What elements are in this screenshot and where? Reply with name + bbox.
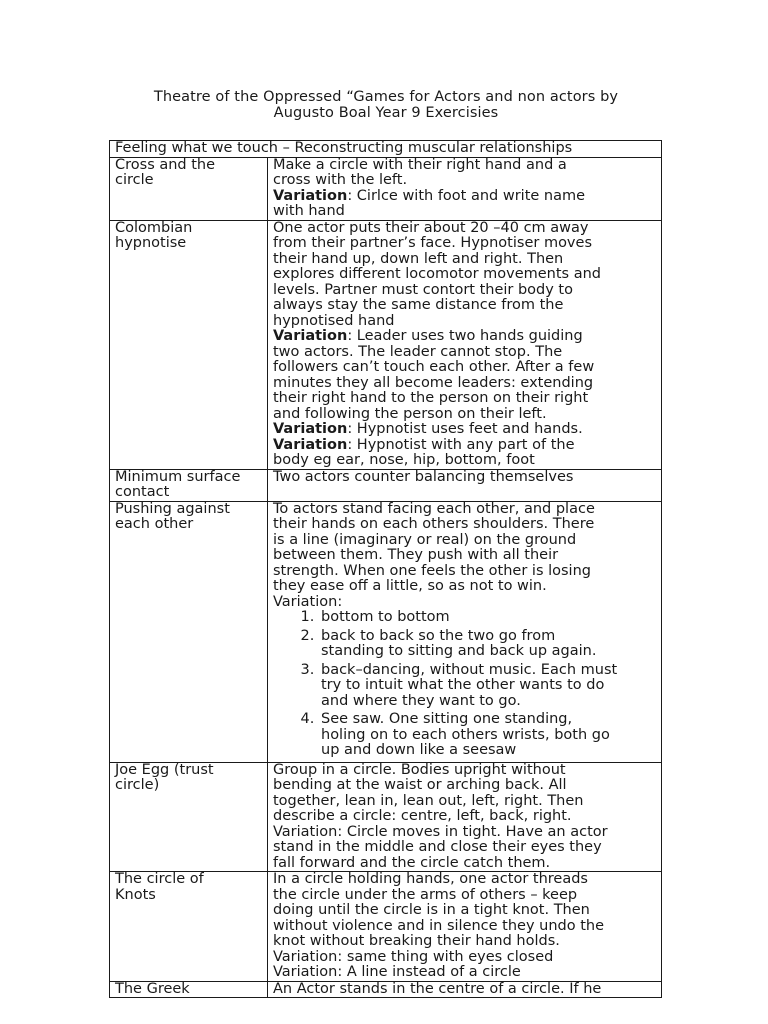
exercise-name-line: Joe Egg (trust [115, 762, 214, 778]
description-line: is a line (imaginary or real) on the ground [273, 531, 577, 548]
exercise-row [110, 981, 662, 998]
description-line: always stay the same distance from the [273, 297, 564, 313]
exercise-name-cell [110, 762, 268, 872]
exercise-description-cell [268, 220, 662, 469]
description-line: fall forward and the circle catch them. [273, 854, 551, 871]
description-line: bending at the waist or arching back. All [273, 777, 567, 793]
variation-list-line: up and down like a seesaw [321, 742, 517, 758]
variation-list-line: and where they want to go. [321, 692, 521, 709]
variation-line: body eg ear, nose, hip, bottom, foot [273, 452, 535, 468]
description-line: together, lean in, lean out, left, right. Then [273, 792, 584, 809]
variation-line [273, 329, 656, 345]
exercise-name-cell [110, 157, 268, 220]
exercise-row [110, 501, 662, 762]
exercise-description-cell [268, 501, 662, 762]
exercise-description-cell [268, 762, 662, 872]
description-line: they ease off a little, so as not to win. [273, 578, 547, 594]
variation-line: their right hand to the person on their right [273, 390, 589, 406]
description-line: their hands on each others shoulders. There [273, 516, 595, 532]
exercise-row [110, 220, 662, 469]
variation-list-item [319, 663, 656, 710]
title-line-1: Theatre of the Oppressed “Games for Actors and non actors by [153, 89, 619, 105]
description-line: Variation: same thing with eyes closed [273, 948, 554, 965]
description-line: doing until the circle is in a tight knot. Then [273, 902, 590, 918]
variation-list-line: 3. back–dancing, without music. Each must [321, 661, 618, 678]
description-line: between them. They push with all their [273, 547, 559, 563]
variation-list-item [319, 712, 656, 759]
variation-line [273, 438, 656, 454]
exercise-name-cell [110, 220, 268, 469]
description-line: In a circle holding hands, one actor threads [273, 871, 588, 887]
description-line: strength. When one feels the other is losing [273, 562, 591, 579]
variation-text: : Leader uses two hands guiding [347, 328, 583, 344]
exercise-name-cell [110, 501, 268, 762]
variation-line: and following the person on their left. [273, 405, 547, 422]
description-line: hypnotised hand [273, 312, 395, 329]
exercise-description-cell [268, 157, 662, 220]
description-line: the circle under the arms of others – keep [273, 886, 578, 903]
description-line: their hand up, down left and right. Then [273, 250, 564, 267]
description-line: Variation: A line instead of a circle [273, 964, 521, 980]
variation-list-item [319, 610, 656, 626]
variation-list-line: holing on to each others wrists, both go [321, 726, 610, 743]
exercise-row [110, 872, 662, 982]
exercise-name-line: Pushing against [115, 501, 230, 517]
exercise-name-cell [110, 981, 268, 998]
variation-text: : Cirlce with foot and write name [347, 187, 586, 204]
section-header-row [110, 141, 662, 158]
description-line: Variation: [273, 593, 343, 610]
variation-line: with hand [273, 203, 345, 219]
description-line: To actors stand facing each other, and place [273, 501, 595, 517]
variation-list-line: standing to sitting and back up again. [321, 643, 597, 659]
exercise-name-cell [110, 872, 268, 982]
variation-line: two actors. The leader cannot stop. The [273, 343, 563, 360]
description-line: knot without breaking their hand holds. [273, 933, 560, 949]
section-header [110, 141, 662, 158]
exercise-row [110, 157, 662, 220]
description-line: without violence and in silence they undo the [273, 917, 605, 934]
description-line: from their partner’s face. Hypnotiser moves [273, 235, 592, 251]
exercise-row [110, 469, 662, 501]
variation-list [273, 610, 656, 759]
exercises-table [109, 140, 662, 998]
variation-text: : Hypnotist uses feet and hands. [347, 421, 583, 437]
description-line: explores different locomotor movements and [273, 266, 601, 282]
exercise-name-line: each other [115, 516, 194, 532]
variation-list-line: 2. back to back so the two go from [321, 627, 556, 644]
variation-line [273, 422, 656, 438]
description-line: describe a circle: centre, left, back, right. [273, 808, 572, 824]
exercise-name-line: Cross and the [115, 157, 216, 173]
description-line: levels. Partner must contort their body to [273, 281, 573, 298]
description-line: cross with the left. [273, 172, 408, 188]
variation-label: Variation [273, 436, 348, 453]
variation-text: : Hypnotist with any part of the [347, 436, 575, 453]
exercise-name-line: Knots [115, 886, 156, 903]
exercise-row [110, 762, 662, 872]
exercise-description-cell [268, 981, 662, 998]
variation-label: Variation [273, 187, 348, 204]
title-line-2: Augusto Boal Year 9 Exercisies [273, 105, 499, 121]
exercise-description-cell [268, 872, 662, 982]
section-header-text: Feeling what we touch – Reconstructing muscular relationships [115, 140, 573, 156]
variation-list-item [319, 629, 656, 660]
exercise-name-line: Minimum surface [115, 469, 241, 485]
variation-list-line: 1. bottom to bottom [321, 609, 450, 625]
variation-line: followers can’t touch each other. After a few [273, 359, 595, 375]
description-line: One actor puts their about 20 –40 cm away [273, 220, 589, 236]
description-line: stand in the middle and close their eyes they [273, 839, 602, 855]
variation-list-line: try to intuit what the other wants to do [321, 677, 605, 693]
document-title [110, 89, 662, 121]
exercise-name-line: The circle of [115, 871, 204, 887]
exercise-name-line: hypnotise [115, 235, 187, 251]
exercise-description-cell [268, 469, 662, 501]
description-line: An Actor stands in the centre of a circle. If he [273, 981, 602, 997]
description-line: Group in a circle. Bodies upright without [273, 762, 566, 778]
exercise-name-line: circle) [115, 777, 160, 793]
variation-label: Variation [273, 328, 348, 344]
description-line: Variation: Circle moves in tight. Have an actor [273, 823, 608, 840]
exercise-name-cell [110, 469, 268, 501]
exercise-name-line: The Greek [115, 981, 190, 997]
variation-line: minutes they all become leaders: extending [273, 374, 594, 391]
description-line: Two actors counter balancing themselves [273, 469, 574, 485]
exercise-name-line: circle [115, 172, 154, 188]
exercise-name-line: Colombian [115, 220, 193, 236]
exercise-name-line: contact [115, 484, 170, 500]
variation-list-line: 4. See saw. One sitting one standing, [321, 711, 573, 727]
description-line: Make a circle with their right hand and a [273, 157, 567, 173]
variation-line [273, 189, 656, 205]
variation-label: Variation [273, 421, 348, 437]
